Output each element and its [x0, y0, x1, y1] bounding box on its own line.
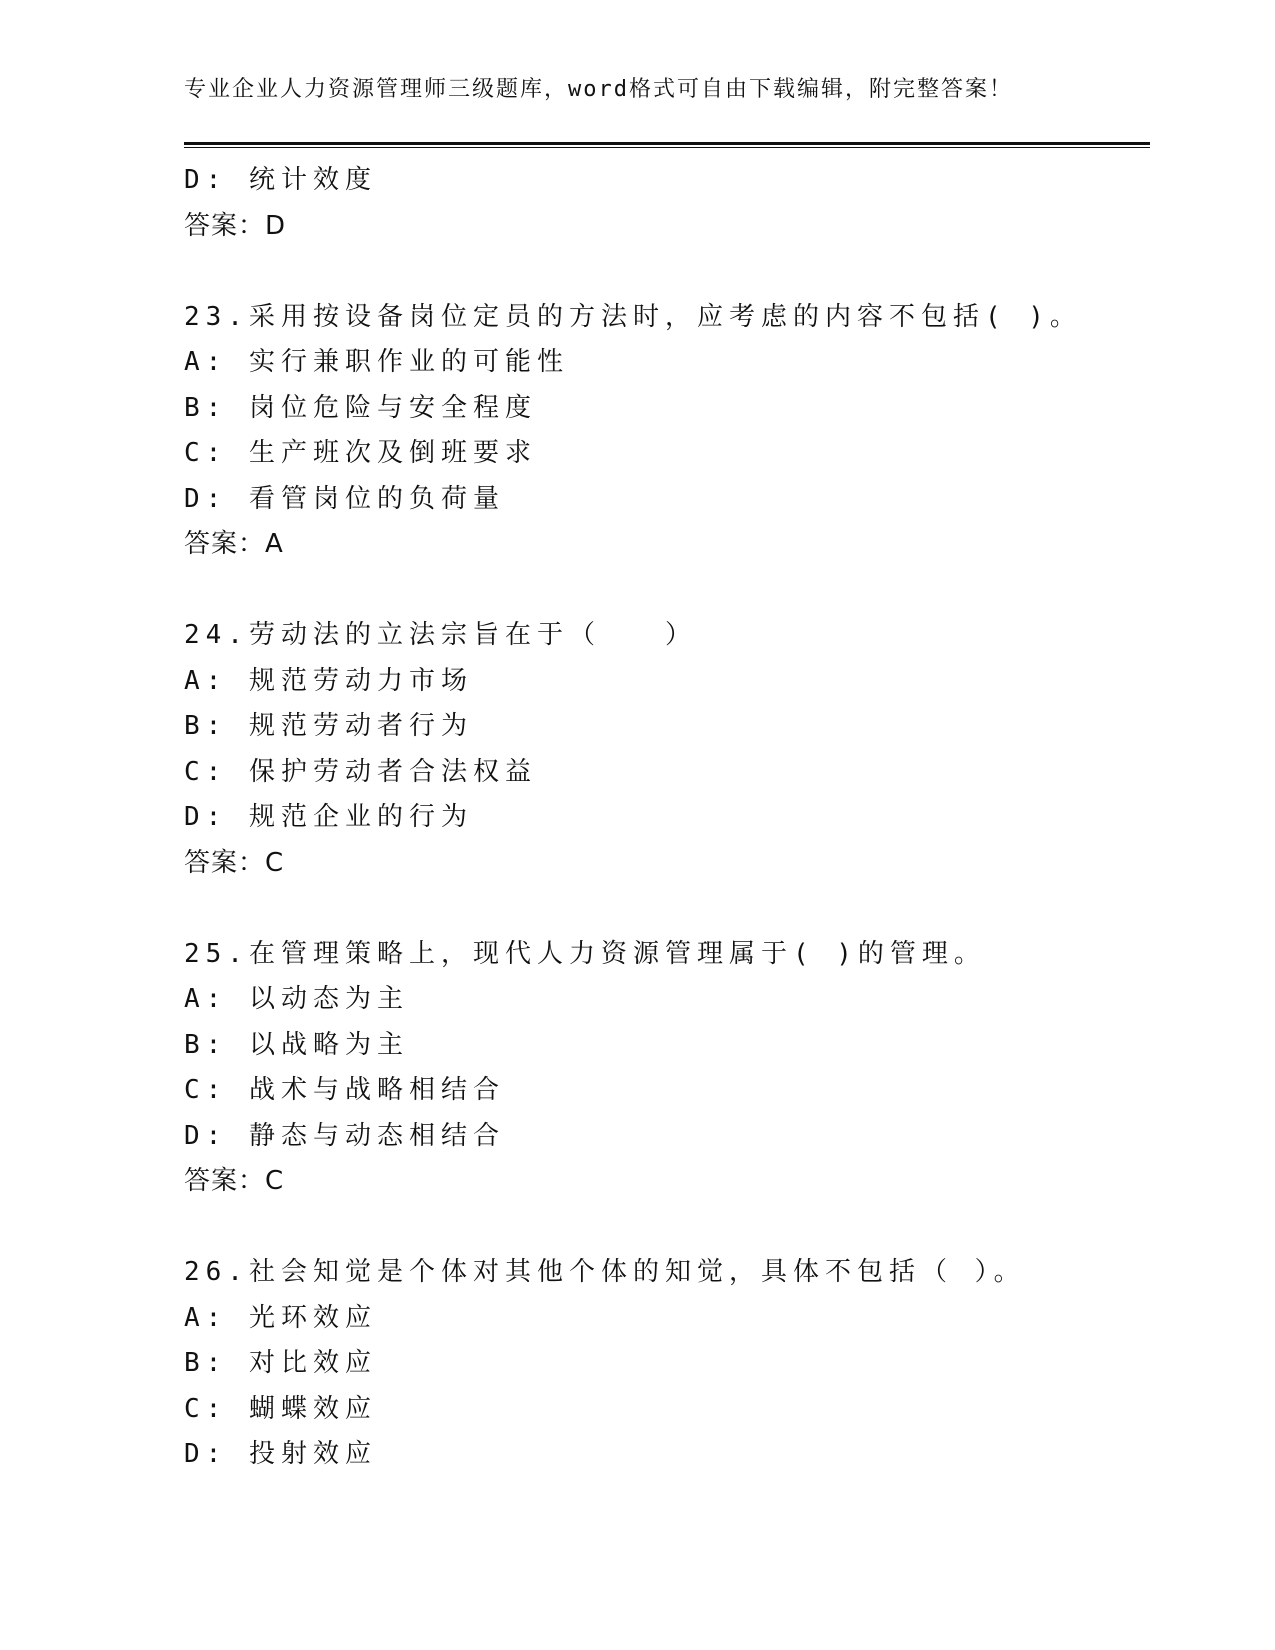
option-a: A: 以动态为主 — [184, 984, 409, 1014]
option-c: C: 战术与战略相结合 — [184, 1075, 505, 1105]
answer-line: 答案：D — [184, 210, 287, 241]
answer-line: 答案：A — [184, 529, 284, 559]
spacer — [184, 1205, 1150, 1251]
answer-line: 答案：C — [184, 1166, 285, 1196]
question-stem: 25.在管理策略上，现代人力资源管理属于( )的管理。 — [184, 938, 986, 969]
question-23 — [184, 295, 1150, 568]
option-d: D: 规范企业的行为 — [184, 802, 473, 832]
option-a: A: 光环效应 — [184, 1302, 377, 1333]
question-stem: 26.社会知觉是个体对其他个体的知觉，具体不包括（ ）。 — [184, 1257, 1026, 1287]
option-c: C: 蝴蝶效应 — [184, 1393, 377, 1424]
option-d: D: 投射效应 — [184, 1439, 377, 1469]
option-a: A: 规范劳动力市场 — [184, 665, 473, 696]
page-header: 专业企业人力资源管理师三级题库，word格式可自由下载编辑，附完整答案！ — [184, 77, 1013, 102]
spacer — [184, 568, 1150, 614]
question-25 — [184, 932, 1150, 1205]
option-b: B: 规范劳动者行为 — [184, 711, 473, 741]
option-c: C: 保护劳动者合法权益 — [184, 756, 537, 787]
option-b: B: 以战略为主 — [184, 1029, 409, 1060]
spacer — [184, 249, 1150, 295]
option-a: A: 实行兼职作业的可能性 — [184, 347, 569, 377]
question-stem: 23.采用按设备岗位定员的方法时，应考虑的内容不包括( )。 — [184, 301, 1082, 332]
question-stem: 24.劳动法的立法宗旨在于（ ） — [184, 620, 697, 650]
question-24 — [184, 613, 1150, 886]
answer-line: 答案：C — [184, 847, 285, 878]
option-b: B: 对比效应 — [184, 1348, 377, 1378]
spacer — [184, 886, 1150, 932]
option-d: D: 看管岗位的负荷量 — [184, 483, 505, 514]
option-d: D: 统计效度 — [184, 165, 377, 195]
question-content — [184, 158, 1150, 1478]
question-26 — [184, 1250, 1150, 1478]
option-b: B: 岗位危险与安全程度 — [184, 392, 537, 423]
header-divider — [184, 142, 1150, 148]
option-c: C: 生产班次及倒班要求 — [184, 438, 537, 468]
option-d: D: 静态与动态相结合 — [184, 1120, 505, 1151]
